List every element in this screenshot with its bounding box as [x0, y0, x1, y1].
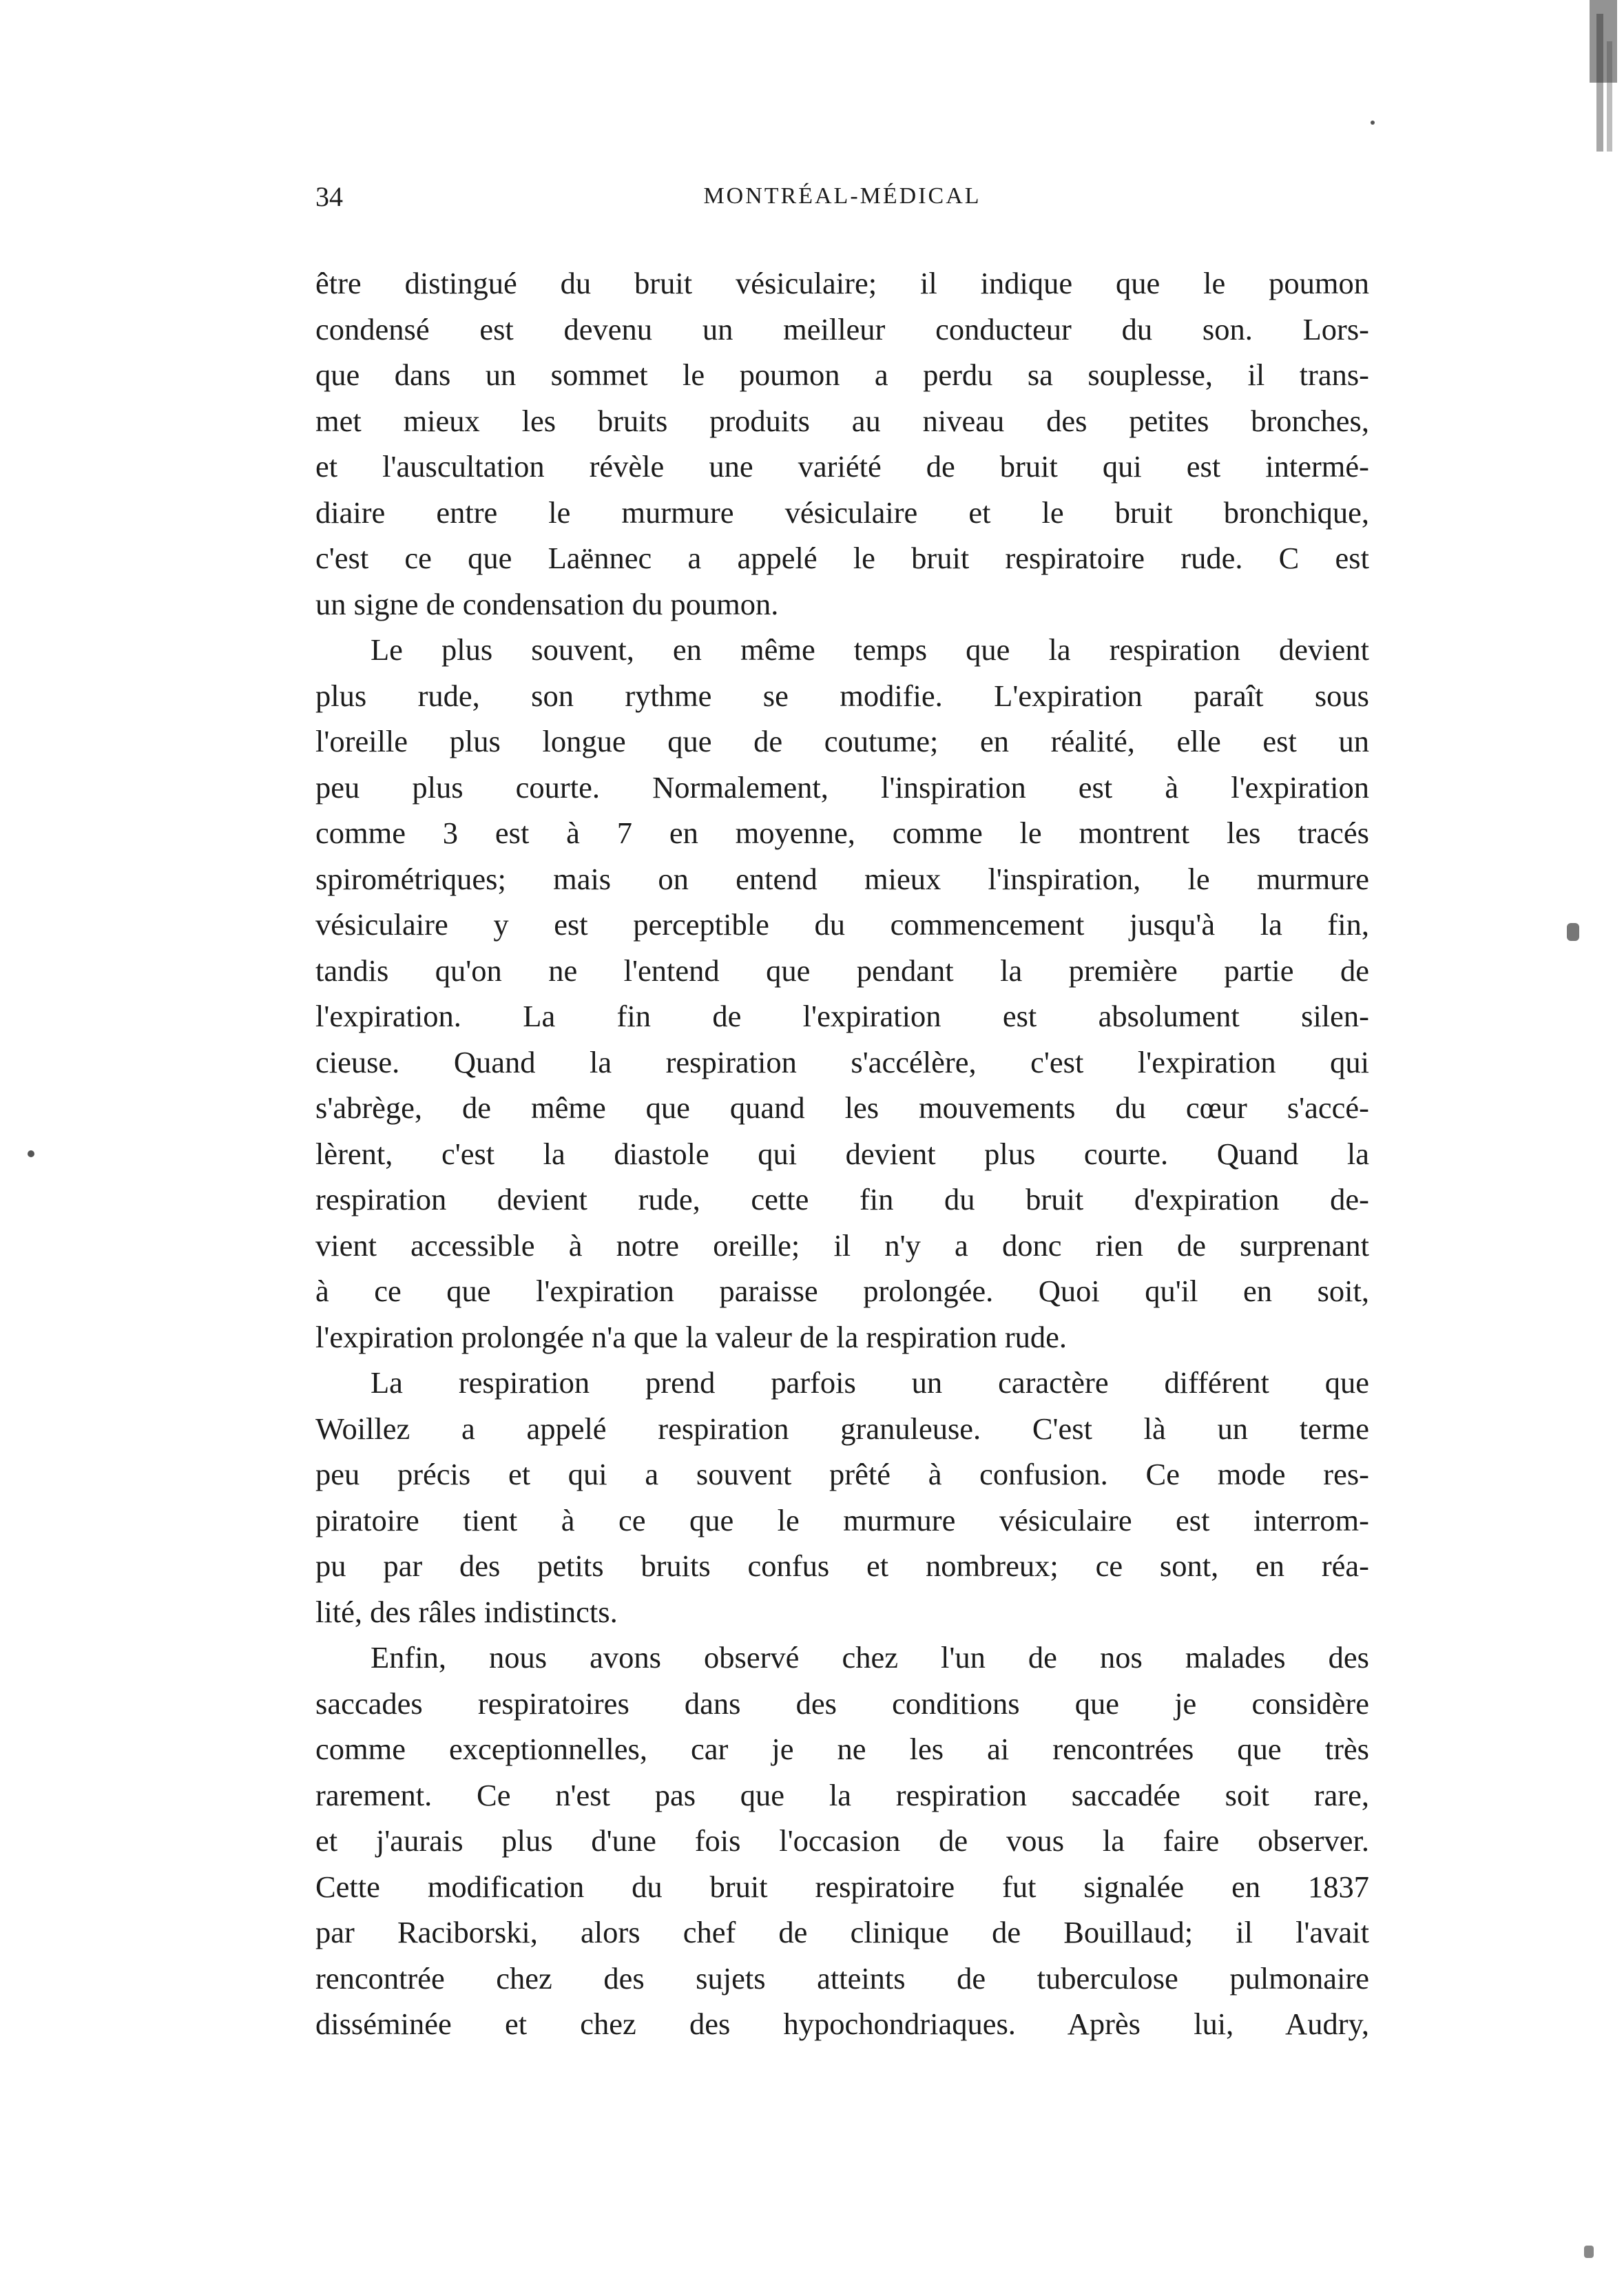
text-line: peu précis et qui a souvent prêté à confusion. Ce mode res- [315, 1457, 1369, 1491]
running-title: MONTRÉAL-MÉDICAL [703, 183, 981, 209]
text-line: saccades respiratoires dans des conditions que je considère [315, 1686, 1369, 1721]
scan-noise-graphic [1569, 0, 1624, 179]
page-number: 34 [315, 181, 343, 212]
text-line: l'expiration prolongée n'a que la valeur de la respiration rude. [315, 1319, 1068, 1354]
text-line: piratoire tient à ce que le murmure vésiculaire est interrom- [315, 1502, 1369, 1537]
text-line: Woillez a appelé respiration granuleuse. C'est là un terme [315, 1411, 1369, 1446]
text-line: vésiculaire y est perceptible du commencement jusqu'à la fin, [315, 907, 1369, 942]
text-line: diaire entre le murmure vésiculaire et le bruit bronchique, [315, 495, 1369, 530]
text-line: par Raciborski, alors chef de clinique de Bouillaud; il l'avait [315, 1915, 1369, 1949]
scan-binding-edge [1569, 0, 1624, 179]
text-line: spirométriques; mais on entend mieux l'inspiration, le murmure [315, 861, 1369, 896]
text-line: rarement. Ce n'est pas que la respiration saccadée soit rare, [315, 1777, 1369, 1812]
text-line: tandis qu'on ne l'entend que pendant la première partie de [315, 953, 1369, 988]
text-line: respiration devient rude, cette fin du bruit d'expiration de- [315, 1182, 1369, 1216]
body-text [315, 260, 1369, 2047]
text-line: c'est ce que Laënnec a appelé le bruit respiratoire rude. C est [315, 541, 1369, 575]
text-line: lèrent, c'est la diastole qui devient plus courte. Quand la [315, 1136, 1369, 1171]
text-line: peu plus courte. Normalement, l'inspiration est à l'expiration [315, 769, 1369, 805]
scan-speck [1584, 2246, 1594, 2258]
text-line: disséminée et chez des hypochondriaques. Après lui, Audry, [315, 2007, 1369, 2041]
text-line: que dans un sommet le poumon a perdu sa souplesse, il trans- [315, 358, 1369, 392]
text-line: Cette modification du bruit respiratoire fut signalée en 1837 [315, 1869, 1369, 1904]
text-line: plus rude, son rythme se modifie. L'expiration paraît sous [315, 678, 1369, 713]
text-line: La respiration prend parfois un caractère différent que [371, 1365, 1369, 1400]
text-line: lité, des râles indistincts. [315, 1594, 618, 1629]
text-line: un signe de condensation du poumon. [315, 586, 779, 621]
text-line: comme exceptionnelles, car je ne les ai rencontrées que très [315, 1732, 1369, 1766]
text-line: Le plus souvent, en même temps que la respiration devient [371, 632, 1369, 667]
text-line: cieuse. Quand la respiration s'accélère, c'est l'expiration qui [315, 1044, 1369, 1079]
scan-speck [1371, 121, 1375, 125]
text-line: comme 3 est à 7 en moyenne, comme le montrent les tracés [315, 816, 1369, 850]
text-line: s'abrège, de même que quand les mouvements du cœur s'accé- [315, 1090, 1369, 1125]
text-line: être distingué du bruit vésiculaire; il indique que le poumon [315, 266, 1369, 300]
text-line: rencontrée chez des sujets atteints de tuberculose pulmonaire [315, 1960, 1369, 1996]
text-line: condensé est devenu un meilleur conducteur du son. Lors- [315, 311, 1369, 346]
text-line: vient accessible à notre oreille; il n'y a donc rien de surprenant [315, 1227, 1369, 1263]
text-line: l'oreille plus longue que de coutume; en réalité, elle est un [315, 724, 1369, 758]
scan-speck [28, 1150, 34, 1157]
text-line: et l'auscultation révèle une variété de bruit qui est intermé- [315, 449, 1369, 484]
text-line: met mieux les bruits produits au niveau des petites bronches, [315, 403, 1369, 438]
text-line: et j'aurais plus d'une fois l'occasion de vous la faire observer. [315, 1823, 1369, 1858]
text-line: l'expiration. La fin de l'expiration est absolument silen- [315, 999, 1369, 1033]
text-line: pu par des petits bruits confus et nombreux; ce sont, en réa- [315, 1548, 1369, 1583]
text-line: Enfin, nous avons observé chez l'un de nos malades des [371, 1640, 1369, 1675]
scan-speck [1567, 923, 1579, 941]
text-line: à ce que l'expiration paraisse prolongée. Quoi qu'il en soit, [315, 1274, 1369, 1308]
page-header [315, 180, 1369, 222]
